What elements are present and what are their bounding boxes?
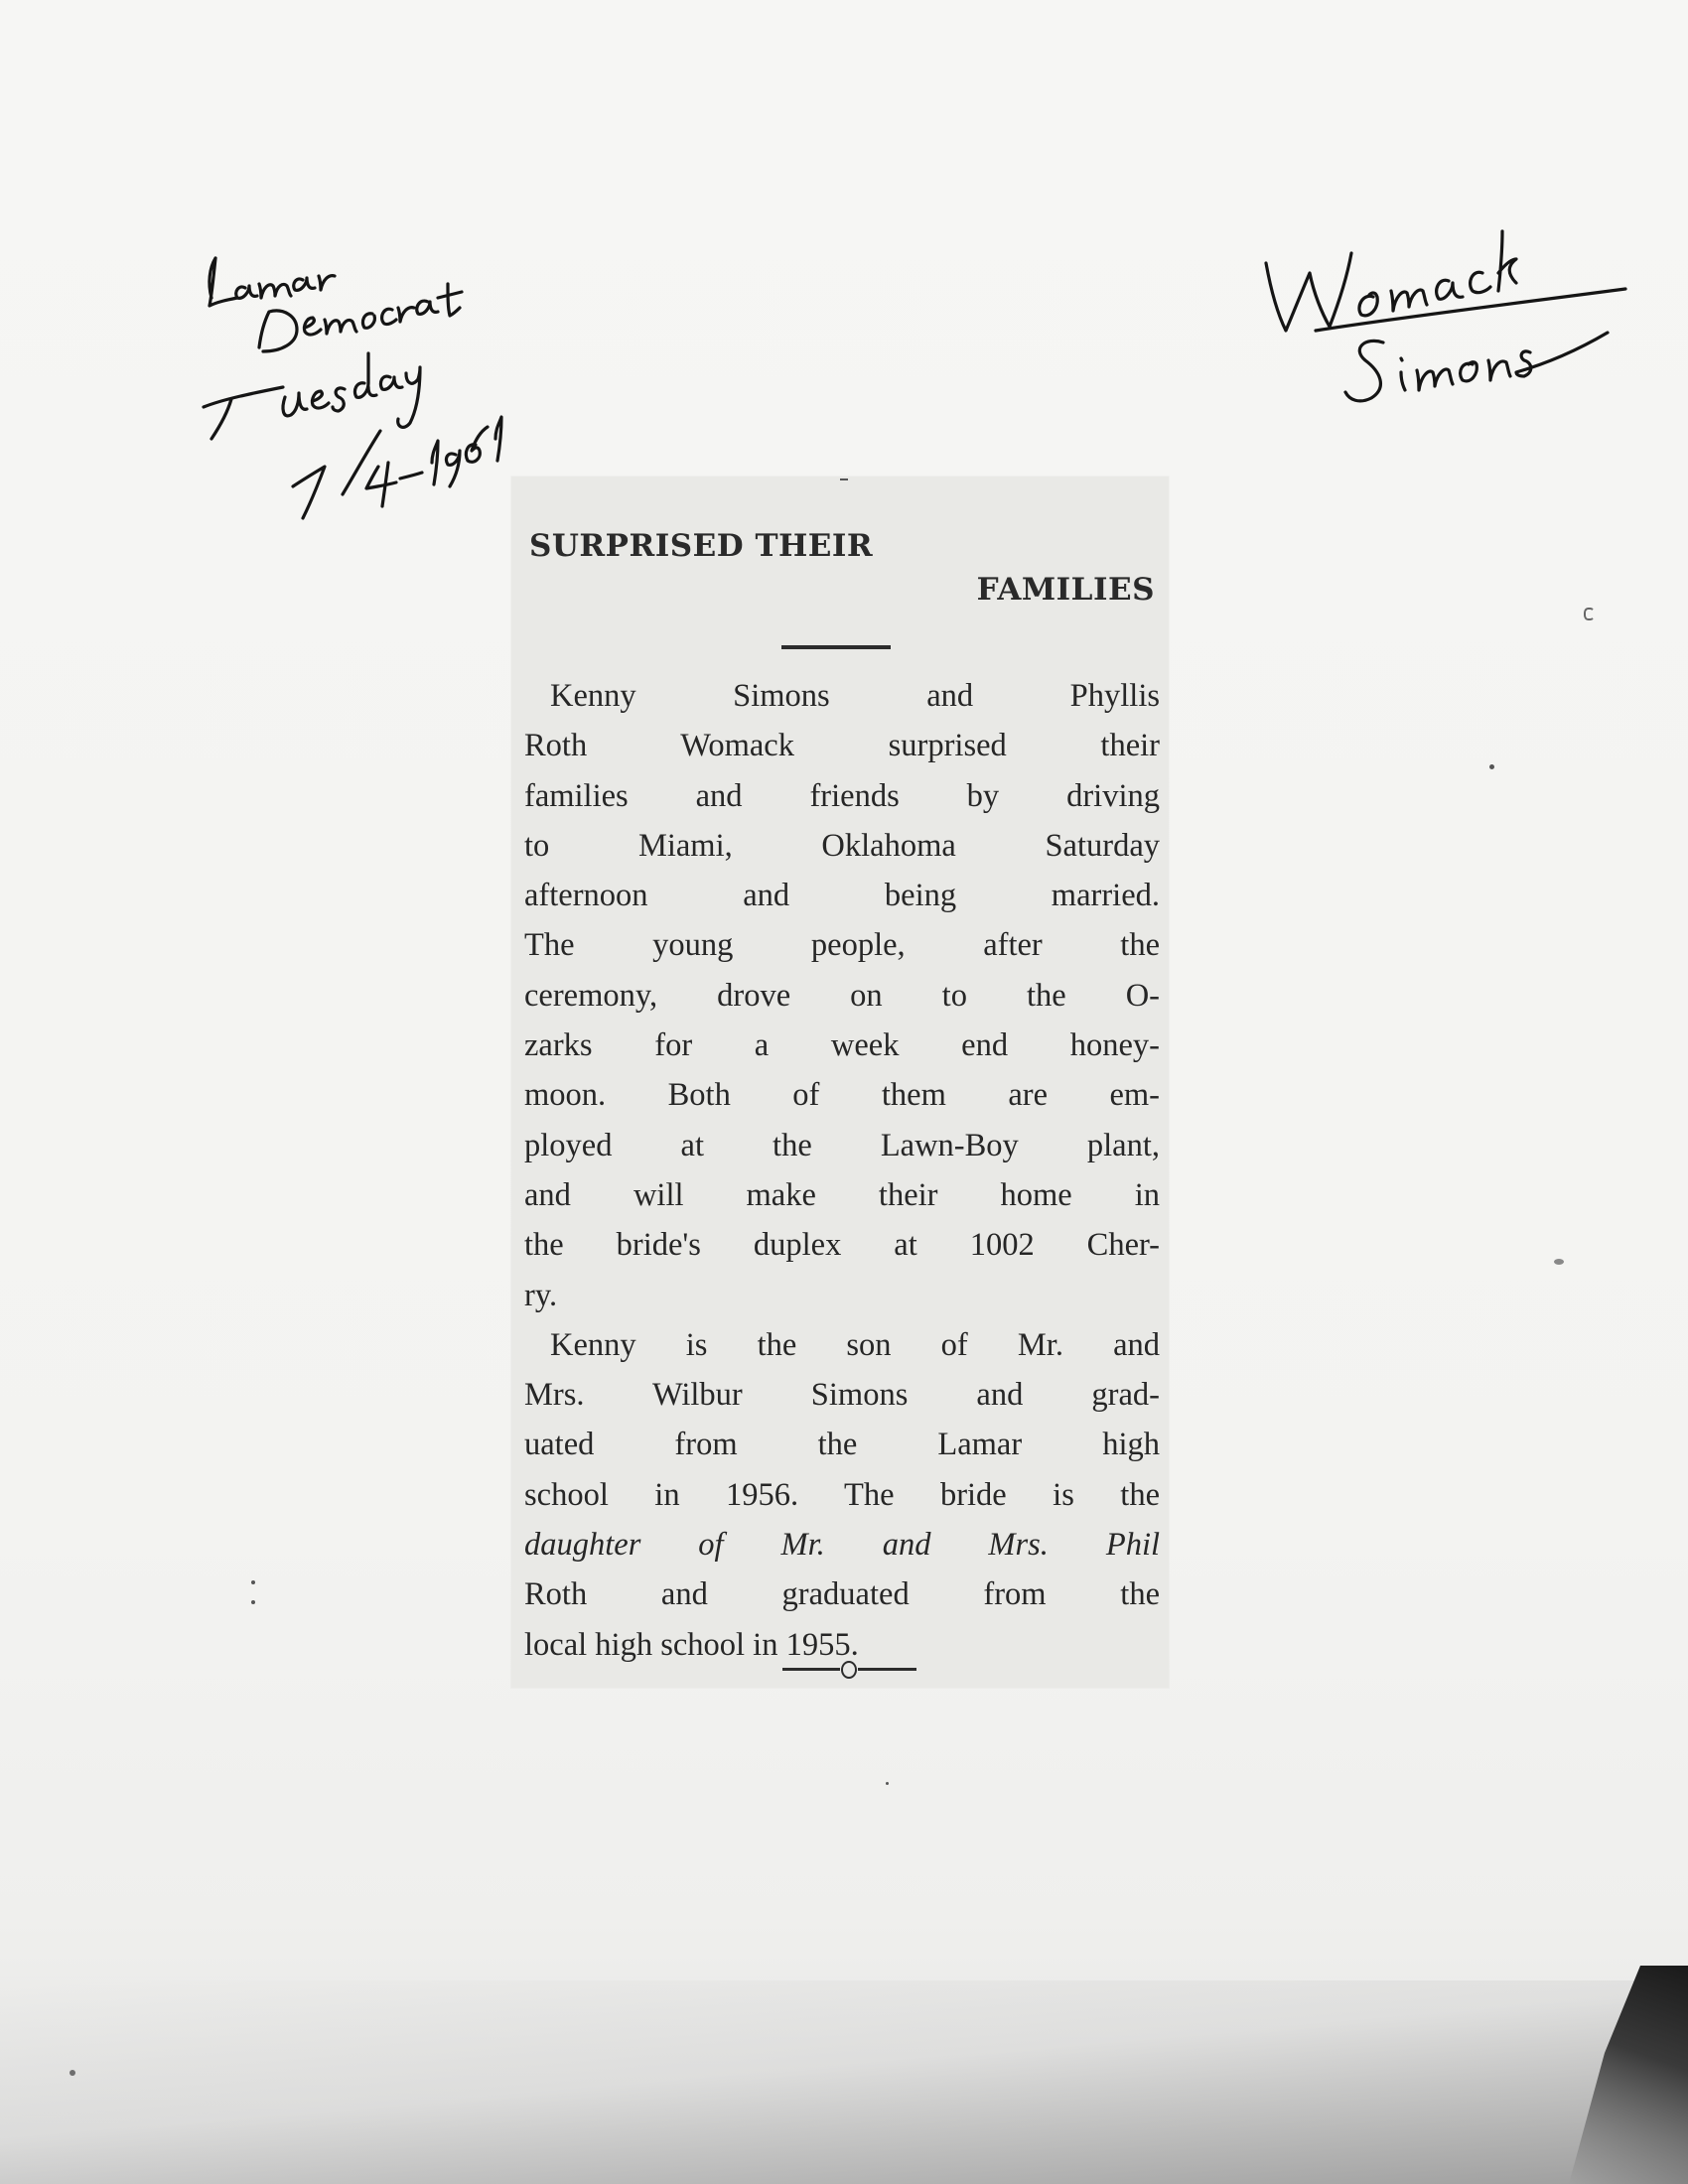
article-line: the bride's duplex at 1002 Cher-	[524, 1227, 1160, 1264]
article-line: Roth and graduated from the	[524, 1576, 1160, 1613]
scan-speck	[886, 1782, 889, 1785]
article-line: Kenny Simons and Phyllis	[550, 678, 1160, 714]
article-line: Mrs. Wilbur Simons and grad-	[524, 1377, 1160, 1414]
headline-line-2: FAMILIES	[976, 572, 1155, 608]
page-curl-shadow	[0, 1980, 1688, 2184]
article-line: ry.	[524, 1277, 558, 1313]
article-line: local high school in 1955.	[524, 1626, 859, 1663]
end-of-article-mark	[782, 1658, 916, 1682]
handwriting-lamar-democrat-date	[194, 228, 551, 526]
end-mark-bar-left	[782, 1668, 840, 1671]
article-line: Roth Womack surprised their	[524, 728, 1160, 764]
scan-speck	[1489, 764, 1494, 769]
article-line: and will make their home in	[524, 1176, 1160, 1213]
scan-speck	[251, 1580, 255, 1584]
article-line: Kenny is the son of Mr. and	[550, 1326, 1160, 1363]
article-line: school in 1956. The bride is the	[524, 1476, 1160, 1513]
headline-rule	[781, 645, 891, 649]
handwritten-names-note	[1256, 194, 1633, 442]
article-line: ployed at the Lawn-Boy plant,	[524, 1127, 1160, 1163]
headline-line-1: SURPRISED THEIR	[529, 528, 874, 564]
scan-speck	[1554, 1259, 1564, 1265]
newspaper-clipping	[511, 477, 1169, 1688]
article-line: afternoon and being married.	[524, 878, 1160, 914]
scan-speck	[251, 1600, 255, 1604]
scan-speck	[840, 478, 848, 480]
article-line: The young people, after the	[524, 927, 1160, 964]
scan-speck	[1584, 608, 1595, 620]
handwriting-womack-simons	[1256, 194, 1633, 442]
article-line: ceremony, drove on to the O-	[524, 977, 1160, 1014]
article-line: moon. Both of them are em-	[524, 1077, 1160, 1114]
article-body	[524, 671, 1160, 1670]
article-line: uated from the Lamar high	[524, 1427, 1160, 1463]
article-line: to Miami, Oklahoma Saturday	[524, 827, 1160, 864]
article-line: families and friends by driving	[524, 777, 1160, 814]
handwritten-source-note	[194, 228, 551, 526]
article-line: zarks for a week end honey-	[524, 1027, 1160, 1064]
article-line: daughter of Mr. and Mrs. Phil	[524, 1527, 1160, 1564]
end-mark-circle	[841, 1661, 857, 1679]
end-mark-bar-right	[858, 1668, 916, 1671]
